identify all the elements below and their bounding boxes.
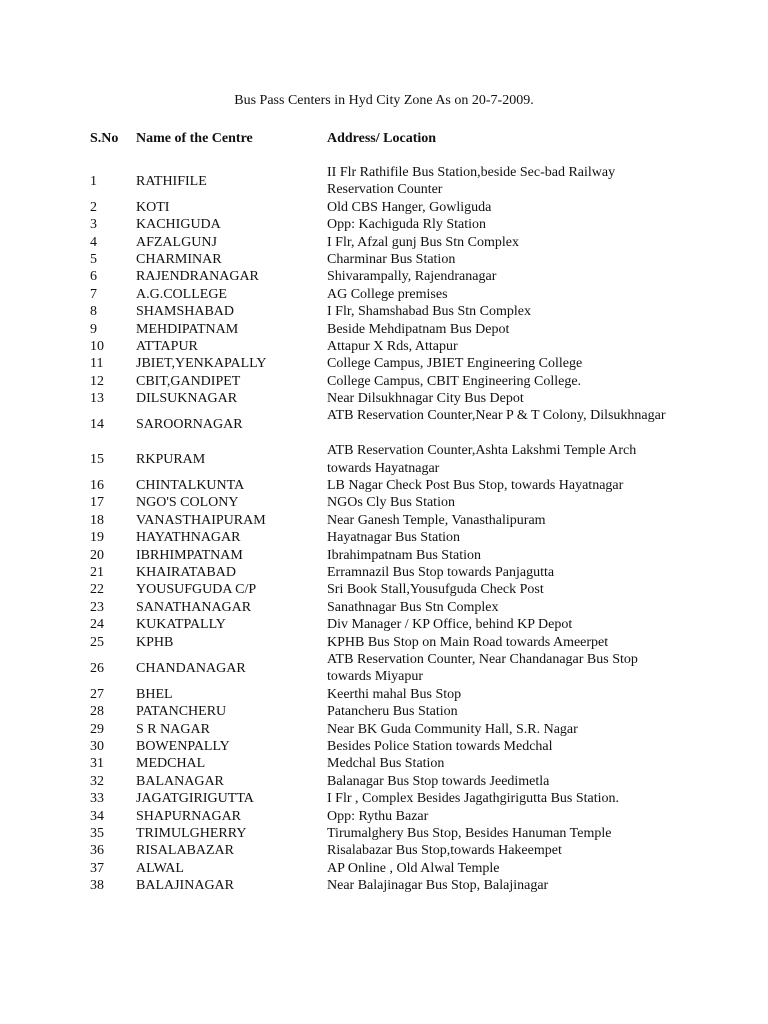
row-sno: 38 [90, 878, 104, 894]
row-address: Tirumalghery Bus Stop, Besides Hanuman Temple [327, 825, 612, 841]
row-address: Div Manager / KP Office, behind KP Depot [327, 617, 573, 633]
row-address: Opp: Kachiguda Rly Station [327, 217, 487, 233]
table-row [0, 494, 768, 511]
row-sno: 3 [90, 217, 97, 233]
row-sno: 20 [90, 547, 104, 563]
row-address: Near Dilsukhnagar City Bus Depot [327, 391, 524, 407]
document-title: Bus Pass Centers in Hyd City Zone As on 20-7-2009. [234, 93, 534, 108]
row-address: Medchal Bus Station [327, 756, 445, 772]
table-row [0, 790, 768, 807]
table-row [0, 477, 768, 494]
row-sno: 6 [90, 269, 97, 285]
row-address: Near Ganesh Temple, Vanasthalipuram [327, 512, 546, 528]
table-row [0, 564, 768, 581]
table-row [0, 355, 768, 372]
table-header [0, 129, 768, 149]
table-row [0, 738, 768, 755]
centres-table [0, 164, 768, 894]
table-row [0, 512, 768, 529]
table-row [0, 686, 768, 703]
row-address: Charminar Bus Station [327, 251, 456, 267]
row-centre-name: SHAMSHABAD [136, 304, 235, 320]
row-centre-name: A.G.COLLEGE [136, 286, 227, 302]
row-address: I Flr , Complex Besides Jagathgirigutta Bus Station. [327, 791, 620, 807]
row-sno: 11 [90, 356, 104, 372]
row-sno: 14 [90, 417, 104, 433]
row-address: Beside Mehdipatnam Bus Depot [327, 321, 510, 337]
header-address: Address/ Location [327, 131, 437, 146]
table-row [0, 599, 768, 616]
row-address: Sri Book Stall,Yousufguda Check Post [327, 582, 544, 598]
table-row [0, 581, 768, 598]
table-row [0, 651, 768, 686]
row-sno: 16 [90, 478, 104, 494]
row-address: Old CBS Hanger, Gowliguda [327, 199, 492, 215]
row-centre-name: TRIMULGHERRY [136, 825, 247, 841]
row-address: I Flr, Shamshabad Bus Stn Complex [327, 304, 531, 320]
row-sno: 31 [90, 756, 104, 772]
table-row [0, 268, 768, 285]
table-row [0, 860, 768, 877]
table-row [0, 373, 768, 390]
row-centre-name: DILSUKNAGAR [136, 391, 238, 407]
row-centre-name: JAGATGIRIGUTTA [136, 791, 254, 807]
table-row [0, 634, 768, 651]
row-centre-name: AFZALGUNJ [136, 234, 217, 250]
table-row [0, 842, 768, 859]
row-sno: 8 [90, 304, 97, 320]
header-centre-name: Name of the Centre [136, 131, 253, 146]
table-row [0, 808, 768, 825]
row-sno: 37 [90, 860, 104, 876]
table-row [0, 529, 768, 546]
table-row [0, 234, 768, 251]
row-sno: 13 [90, 391, 104, 407]
row-centre-name: SHAPURNAGAR [136, 808, 242, 824]
row-sno: 23 [90, 599, 104, 615]
row-centre-name: NGO'S COLONY [136, 495, 239, 511]
row-centre-name: BHEL [136, 686, 173, 702]
row-address: Opp: Rythu Bazar [327, 808, 429, 824]
table-row [0, 338, 768, 355]
row-address: Balanagar Bus Stop towards Jeedimetla [327, 773, 550, 789]
row-centre-name: CHANDANAGAR [136, 660, 246, 676]
row-sno: 25 [90, 634, 104, 650]
row-centre-name: JBIET,YENKAPALLY [136, 356, 267, 372]
row-address: Ibrahimpatnam Bus Station [327, 547, 481, 563]
row-sno: 28 [90, 704, 104, 720]
row-centre-name: BALANAGAR [136, 773, 224, 789]
row-address: Keerthi mahal Bus Stop [327, 686, 462, 702]
row-address: Attapur X Rds, Attapur [327, 338, 458, 354]
row-sno: 2 [90, 199, 97, 215]
row-sno: 17 [90, 495, 104, 511]
row-sno: 32 [90, 773, 104, 789]
row-address: LB Nagar Check Post Bus Stop, towards Hayatnagar [327, 478, 624, 494]
row-centre-name: KOTI [136, 199, 170, 215]
row-address: College Campus, JBIET Engineering College [327, 356, 583, 372]
row-address: AG College premises [327, 286, 448, 302]
row-sno: 30 [90, 738, 104, 754]
table-row [0, 164, 768, 199]
row-sno: 1 [90, 173, 97, 189]
row-centre-name: YOUSUFGUDA C/P [136, 582, 257, 598]
row-address: KPHB Bus Stop on Main Road towards Ameerpet [327, 634, 609, 650]
row-centre-name: BOWENPALLY [136, 738, 230, 754]
row-sno: 9 [90, 321, 97, 337]
row-centre-name: RKPURAM [136, 451, 206, 467]
row-address: Shivarampally, Rajendranagar [327, 269, 497, 285]
table-row [0, 721, 768, 738]
row-centre-name: ATTAPUR [136, 338, 198, 354]
row-address: ATB Reservation Counter,Ashta Lakshmi Temple Arch towards Hayatnagar [327, 443, 637, 476]
row-address: Near BK Guda Community Hall, S.R. Nagar [327, 721, 578, 737]
table-row [0, 773, 768, 790]
row-sno: 4 [90, 234, 97, 250]
row-sno: 34 [90, 808, 104, 824]
row-sno: 33 [90, 791, 104, 807]
row-sno: 22 [90, 582, 104, 598]
row-sno: 35 [90, 825, 104, 841]
row-centre-name: CHARMINAR [136, 251, 222, 267]
row-centre-name: BALAJINAGAR [136, 878, 234, 894]
row-centre-name: CBIT,GANDIPET [136, 373, 241, 389]
row-centre-name: MEHDIPATNAM [136, 321, 239, 337]
row-centre-name: S R NAGAR [136, 721, 210, 737]
row-centre-name: KACHIGUDA [136, 217, 221, 233]
row-centre-name: SANATHANAGAR [136, 599, 252, 615]
row-sno: 5 [90, 251, 97, 267]
row-address: Hayatnagar Bus Station [327, 530, 460, 546]
table-row [0, 442, 768, 477]
row-sno: 29 [90, 721, 104, 737]
row-centre-name: VANASTHAIPURAM [136, 512, 266, 528]
table-row [0, 616, 768, 633]
table-row [0, 703, 768, 720]
row-sno: 26 [90, 660, 104, 676]
row-address: NGOs Cly Bus Station [327, 495, 455, 511]
row-centre-name: CHINTALKUNTA [136, 478, 245, 494]
row-centre-name: RATHIFILE [136, 173, 207, 189]
table-row [0, 390, 768, 407]
row-address: AP Online , Old Alwal Temple [327, 860, 500, 876]
row-address: II Flr Rathifile Bus Station,beside Sec-bad Railway Reservation Counter [327, 165, 616, 198]
header-sno: S.No [90, 131, 119, 146]
row-sno: 10 [90, 338, 104, 354]
table-row [0, 825, 768, 842]
row-address: Risalabazar Bus Stop,towards Hakeempet [327, 843, 562, 859]
row-centre-name: KPHB [136, 634, 174, 650]
row-centre-name: RAJENDRANAGAR [136, 269, 259, 285]
row-centre-name: ALWAL [136, 860, 184, 876]
row-centre-name: SAROORNAGAR [136, 417, 243, 433]
table-row [0, 286, 768, 303]
row-address: Patancheru Bus Station [327, 704, 458, 720]
table-row [0, 547, 768, 564]
row-sno: 18 [90, 512, 104, 528]
row-address: Besides Police Station towards Medchal [327, 738, 553, 754]
row-address: Near Balajinagar Bus Stop, Balajinagar [327, 878, 549, 894]
table-row [0, 407, 768, 442]
table-row [0, 199, 768, 216]
row-address: I Flr, Afzal gunj Bus Stn Complex [327, 234, 519, 250]
row-address: College Campus, CBIT Engineering College. [327, 373, 582, 389]
row-centre-name: PATANCHERU [136, 704, 227, 720]
row-address: ATB Reservation Counter, Near Chandanagar Bus Stop towards Miyapur [327, 651, 638, 685]
table-row [0, 216, 768, 233]
row-sno: 7 [90, 286, 97, 302]
row-sno: 27 [90, 686, 104, 702]
row-address: Erramnazil Bus Stop towards Panjagutta [327, 565, 555, 581]
row-address: ATB Reservation Counter,Near P & T Colony, Dilsukhnagar [327, 408, 666, 424]
table-row [0, 321, 768, 338]
table-row [0, 251, 768, 268]
row-sno: 19 [90, 530, 104, 546]
row-centre-name: IBRHIMPATNAM [136, 547, 243, 563]
row-sno: 36 [90, 843, 104, 859]
row-address: Sanathnagar Bus Stn Complex [327, 599, 499, 615]
row-centre-name: RISALABAZAR [136, 843, 235, 859]
row-centre-name: HAYATHNAGAR [136, 530, 241, 546]
row-centre-name: KUKATPALLY [136, 617, 226, 633]
table-row [0, 303, 768, 320]
row-centre-name: MEDCHAL [136, 756, 206, 772]
row-sno: 12 [90, 373, 104, 389]
row-sno: 15 [90, 451, 104, 467]
table-row [0, 755, 768, 772]
table-row [0, 877, 768, 894]
row-sno: 24 [90, 617, 104, 633]
row-sno: 21 [90, 565, 104, 581]
row-centre-name: KHAIRATABAD [136, 565, 236, 581]
